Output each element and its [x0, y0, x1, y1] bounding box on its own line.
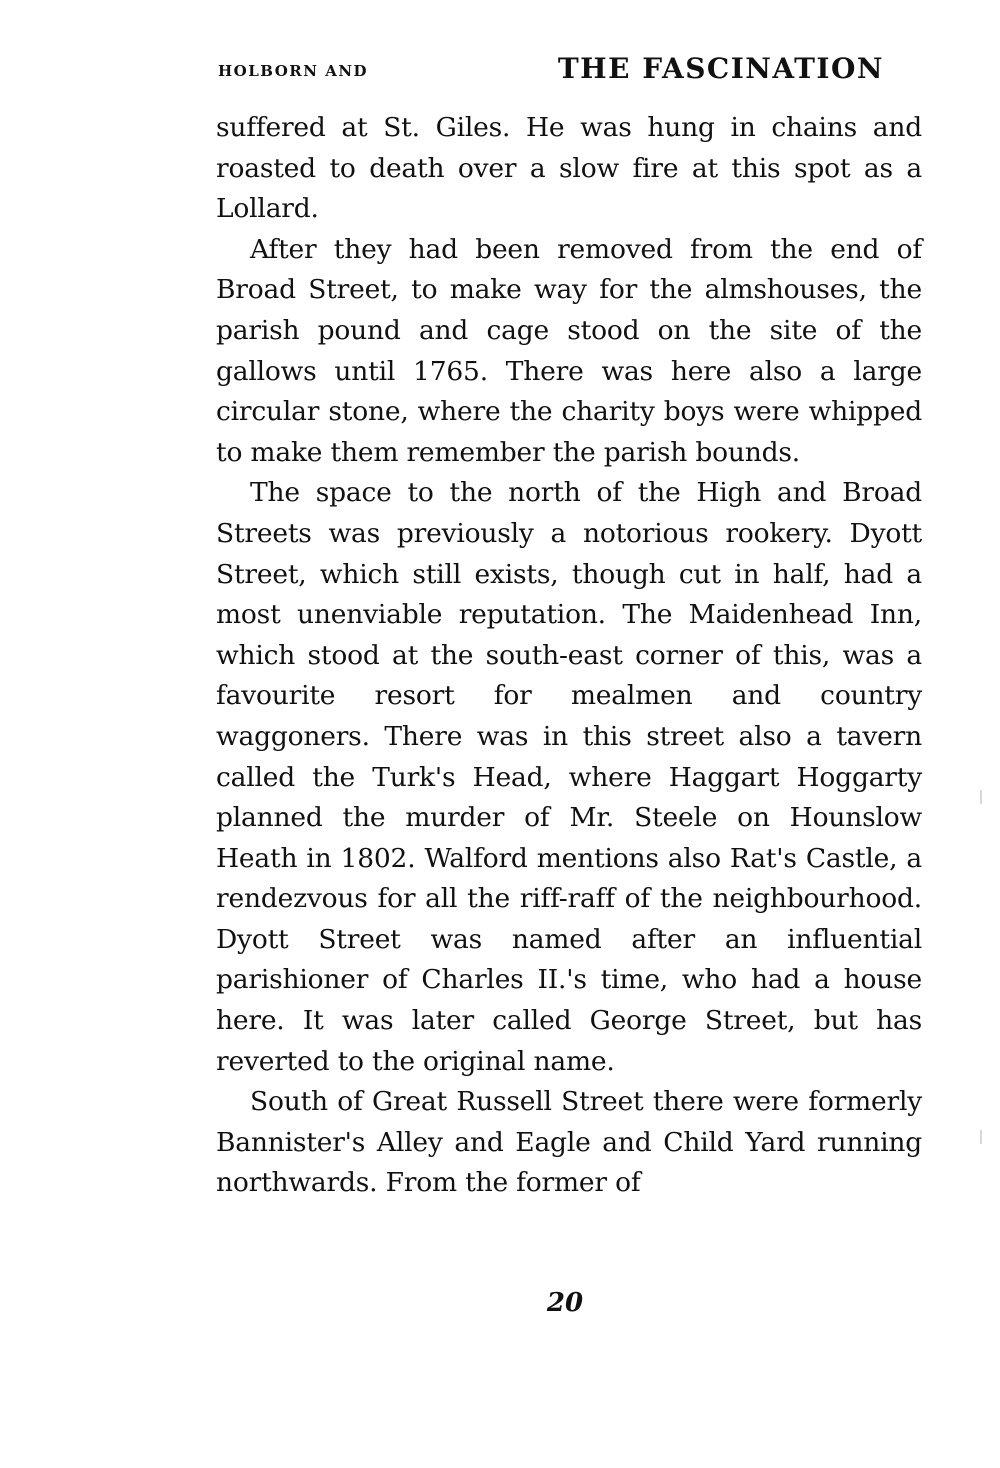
running-head-left: HOLBORN AND [218, 62, 369, 80]
paragraph-great-russell-street: South of Great Russell Street there were formerly Bannister's Alley and Eagle and Child Yard running northwards. From the former of [216, 1086, 922, 1199]
paragraph-continuation: suffered at St. Giles. He was hung in chains and roasted to death over a slow fire at this spot as a Lollard. [216, 112, 922, 225]
paragraph-almshouses: After they had been removed from the end of Broad Street, to make way for the almshouses, the parish pound and cage stood on the site of the gallows until 1765. There was here also a large circular stone, where the charity boys were whipped to make them remember the parish bounds. [216, 233, 922, 468]
paragraph-rookery: The space to the north of the High and Broad Streets was previously a notorious rookery. Dyott Street, which still exists, though cut in half, had a most unenviable reputation. The Maidenhead Inn, which stood at the south-east corner of this, was a favourite resort for mealmen and country waggoners. There was in this street also a tavern called the Turk's Head, where Haggart Hoggarty planned the murder of Mr. Steele on Hounslow Heath in 1802. Walford mentions also Rat's Castle, a rendezvous for all the riff-raff of the neighbourhood. Dyott Street was named after an influential parishioner of Charles II.'s time, who had a house here. It was later called George Street, but has reverted to the original name. [216, 477, 922, 1077]
running-head [218, 52, 884, 88]
scan-edge-mark [980, 790, 982, 804]
body-text [216, 108, 922, 1204]
scan-edge-mark [980, 1130, 982, 1144]
page-number: 20 [546, 1288, 584, 1318]
running-head-right: THE FASCINATION [557, 52, 884, 85]
